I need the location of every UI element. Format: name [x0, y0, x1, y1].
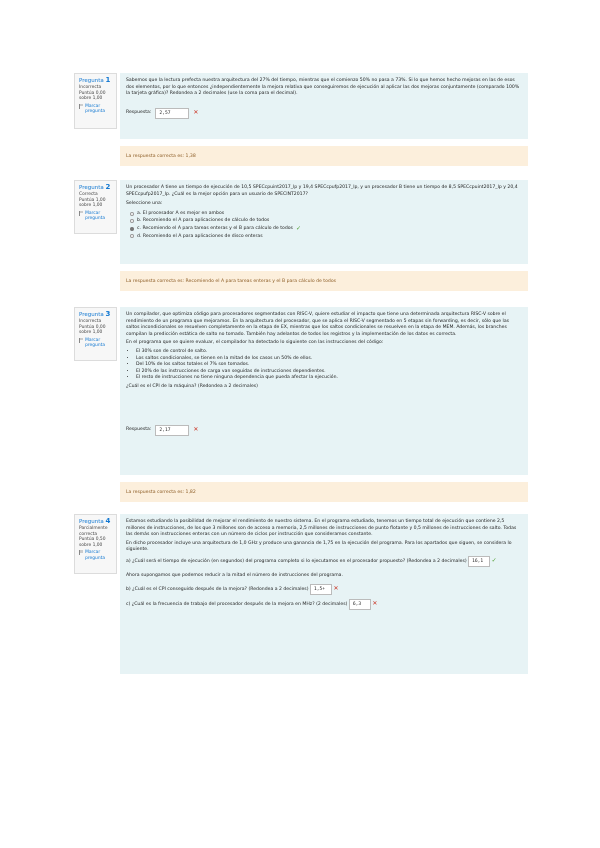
subquestion-c: c) ¿Cuál es la frecuencia de trabajo del procesador después de la mejora en MHz? (2 decimales) 6,3 ✕ — [126, 599, 522, 610]
answer-option-selected[interactable]: c. Recomiendo el A para tareas enteras y el B para cálculo de todos ✓ — [130, 225, 522, 233]
flag-icon — [79, 338, 83, 343]
question-paragraph: Un compilador, que optimiza código para procesadores segmentados con RISC-V, quiere estudiar el impacto que tiene una determinada arquitectura RISC-V sobre el rendimiento de un programa que mejoramos. En la arquitectura del procesador, que se aplica el RISC-V segmentado en 5 etapas sin forwarding, es decir, sólo que las saltos incondicionales se resuelven completamente en la etapa de EX, mientras que los saltos condicionales se resuelven en la etapa de MEM. Además, los branches compilan la predicción estática de salto no tomado. También hay adelantos de todos los registros y la implementación de los datos es correcta. — [126, 312, 510, 337]
question-paragraph: Estamos estudiando la posibilidad de mejorar el rendimiento de nuestro sistema. En el programa estudiado, tenemos un tiempo total de ejecución que contiene 2,5 millones de instrucciones, de los que 3 millones son de acceso a memoria, 2,5 millones de instrucciones de punto flotante y 0,5 millones de instrucciones de salto. Todas las demás son instrucciones enteras con un número de ciclos por instrucción que consideramos constante. — [126, 519, 517, 538]
subquestion-a: a) ¿Cuál será el tiempo de ejecución (en segundos) del programa completo si lo ejecutamos en el procesador propuesto? (Redondea a 2 decimales) 16,1 ✓ — [126, 556, 522, 567]
radio-button[interactable] — [130, 234, 134, 238]
question-info-4 — [74, 514, 117, 574]
incorrect-icon: ✕ — [333, 584, 339, 592]
answer-input-b[interactable]: 1,5+ — [310, 584, 332, 595]
radio-button[interactable] — [130, 212, 134, 216]
list-item: • El 20% de las instrucciones de carga van seguidas de instrucciones dependientes. — [136, 369, 522, 376]
flag-question-link[interactable]: Marcar pregunta — [79, 211, 113, 222]
answer-input-c[interactable]: 6,3 — [349, 599, 371, 610]
flag-icon — [79, 211, 83, 216]
question-status: Incorrecta — [79, 85, 102, 90]
answer-input[interactable]: 2,17 — [155, 425, 189, 436]
list-item: • Del 10% de los saltos totales el 7% son tomados. — [136, 362, 522, 369]
question-content-2 — [120, 180, 528, 264]
question-score: Puntúa 1,00 sobre 1,00 — [79, 197, 106, 209]
question-status: Parcialmente correcta — [79, 526, 108, 537]
question-content-3 — [120, 307, 528, 475]
answer-input[interactable]: 2,57 — [155, 108, 189, 119]
question-content-1 — [120, 73, 528, 139]
subquestion-b: b) ¿Cuál es el CPI conseguido después de la mejora? (Redondea a 2 decimales) 1,5+ ✕ — [126, 584, 522, 595]
feedback-box — [120, 146, 528, 166]
correct-icon: ✓ — [295, 224, 301, 232]
flag-icon — [79, 104, 83, 109]
correct-answer-text: La respuesta correcta es: 1,82 — [126, 489, 196, 495]
answer-label: Respuesta: — [126, 426, 152, 432]
feedback-box — [120, 271, 528, 291]
question-text: ¿Cuál es el CPI de la máquina? (Redondea a 2 decimales) — [126, 383, 258, 389]
list-item: • Los saltos condicionales, se tienen en la mitad de los casos un 50% de ellos. — [136, 356, 522, 363]
question-heading: Pregunta 2 — [79, 183, 111, 191]
condition-list — [136, 349, 522, 382]
question-paragraph: En dicho procesador incluye una arquitectura de 1,0 GHz y produce una ganancia de 1,75 en la ejecución del programa. Para los apartados que siguen, se considera lo siguiente. — [126, 540, 512, 553]
question-score: Puntúa 0,50 sobre 1,00 — [79, 537, 106, 548]
flag-icon — [79, 550, 83, 555]
incorrect-icon: ✕ — [193, 109, 199, 117]
question-heading: Pregunta 3 — [79, 310, 111, 318]
radio-button[interactable] — [130, 219, 134, 223]
question-heading: Pregunta 4 — [79, 517, 111, 525]
question-info-3 — [74, 307, 117, 361]
correct-answer-text: La respuesta correcta es: Recomiendo el A para tareas enteras y el B para cálculo de todos — [126, 278, 337, 284]
question-paragraph: En el programa que se quiere evaluar, el compilador ha detectado lo siguiente con las instrucciones del código: — [126, 340, 384, 346]
flag-question-link[interactable]: Marcar pregunta — [79, 104, 113, 115]
question-score: Puntúa 0,00 sobre 1,00 — [79, 324, 106, 336]
incorrect-icon: ✕ — [193, 426, 199, 434]
list-item: • El 30% son de control de salto. — [136, 349, 522, 356]
list-item: • El resto de instrucciones no tiene ninguna dependencia que pueda afectar la ejecución. — [136, 375, 522, 382]
question-text: Sabemos que la lectura prefecta nuestra arquitectura del 27% del tiempo, mientras que el comienzo 50% no pasa a 73%. Si lo que hemos hecho mejoras en las de esos dos elementos, por lo que entonces ¿independientemente la mejora relativa que conseguiremos de ejecución al aplicar las dos mejoras conjuntamente (comparado 100% la tarjeta gráfica)? Redondea a 2 decimales (use la coma para el decimal). — [126, 78, 520, 97]
question-heading: Pregunta 1 — [79, 76, 111, 84]
question-status: Incorrecta — [79, 319, 102, 324]
correct-answer-text: La respuesta correcta es: 1,38 — [126, 153, 196, 159]
answer-option[interactable]: a. El procesador A es mejor en ambos — [130, 210, 522, 218]
question-text: Un procesador A tiene un tiempo de ejecución de 10,5 SPECcpuint2017_lp y 19,4 SPECcpufp2017_lp, y un procesador B tiene un tiempo de 8,5 SPECcpuint2017_lp y 20,4 SPECcpufp2017_lp. ¿Cuál es la mejor opción para un usuario de SPECINT2017? — [126, 185, 518, 197]
incorrect-icon: ✕ — [372, 599, 378, 607]
flag-question-link[interactable]: Marcar pregunta — [79, 550, 113, 561]
answer-option[interactable]: b. Recomiendo el A para aplicaciones de cálculo de todos — [130, 217, 522, 225]
question-status: Correcta — [79, 192, 98, 197]
subquestion-intro: Ahora supongamos que podemos reducir a la mitad el número de instrucciones del programa. — [126, 572, 343, 578]
radio-button-selected[interactable] — [130, 227, 134, 231]
answer-input-a[interactable]: 16,1 — [468, 556, 490, 567]
select-label: Seleccione una: — [126, 201, 163, 207]
answer-option[interactable]: d. Recomiendo el A para aplicaciones de disco enteras — [130, 233, 522, 241]
question-info-1 — [74, 73, 117, 129]
feedback-box — [120, 482, 528, 502]
question-info-2 — [74, 180, 117, 234]
correct-icon: ✓ — [491, 556, 497, 564]
flag-question-link[interactable]: Marcar pregunta — [79, 338, 113, 349]
question-content-4 — [120, 514, 528, 674]
answer-label: Respuesta: — [126, 109, 152, 115]
question-score: Puntúa 0,00 sobre 1,00 — [79, 90, 106, 102]
